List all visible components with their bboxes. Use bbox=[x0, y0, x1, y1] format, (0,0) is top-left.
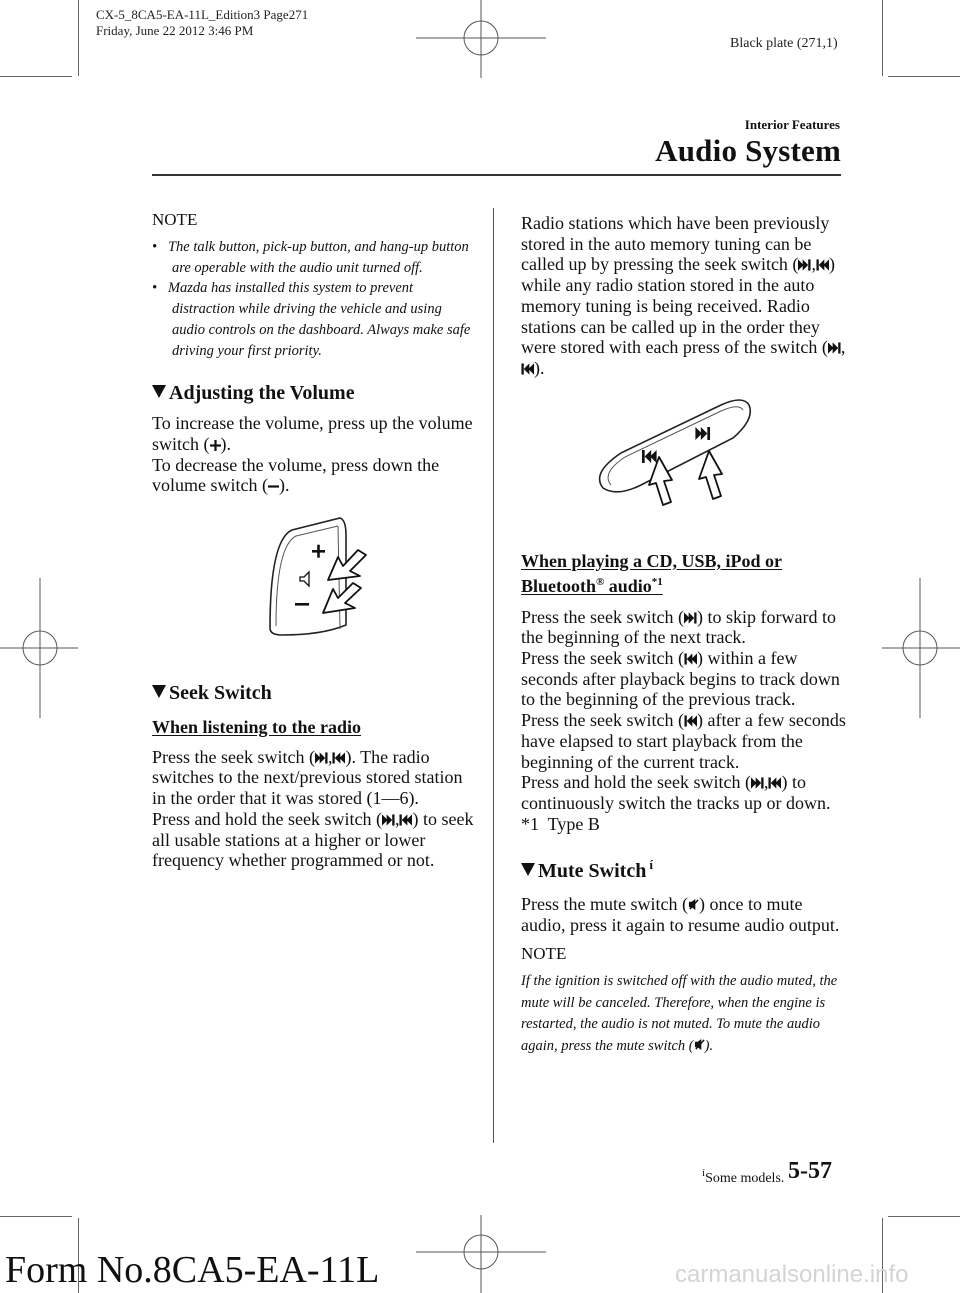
some-models-star-icon: í bbox=[649, 857, 653, 873]
print-meta-line2: Friday, June 22 2012 3:46 PM bbox=[96, 23, 254, 38]
minus-icon bbox=[268, 481, 279, 492]
registration-mark-bottom bbox=[416, 1213, 546, 1293]
right-column bbox=[521, 213, 846, 1057]
seek-heading bbox=[152, 683, 477, 704]
volume-increase-text bbox=[152, 413, 477, 454]
seek-prev-icon bbox=[684, 715, 697, 727]
note-item-text: The talk button, pick-up button, and hang-up button are operable with the audio unit turned off. bbox=[167, 238, 469, 276]
seek-prev-icon bbox=[521, 363, 534, 375]
seek-heading-text: Seek Switch bbox=[169, 682, 272, 704]
text-run: ) once to mute audio, press it again to resume audio output. bbox=[521, 894, 840, 935]
note-item: • Mazda has installed this system to prevent distraction while driving the vehicle and using audio controls on the dashboard. Always make safe driving your first priority. bbox=[152, 280, 471, 359]
text-run: If the ignition is switched off with the audio muted, the mute will be canceled. Therefore, when the engine is restarted, the audio is not muted. To mute the audio again, press the mute switch ( bbox=[521, 973, 838, 1054]
column-divider bbox=[493, 208, 494, 1143]
page-title: Audio System bbox=[655, 133, 841, 168]
seek-next-icon bbox=[828, 342, 841, 354]
volume-heading-text: Adjusting the Volume bbox=[169, 382, 355, 405]
print-meta bbox=[96, 7, 308, 39]
triangle-marker-icon bbox=[521, 863, 535, 876]
text-run: To decrease the volume, press down the volume switch ( bbox=[152, 454, 440, 496]
cd-subheading bbox=[521, 551, 846, 597]
seek-prev-icon bbox=[816, 259, 829, 271]
volume-heading bbox=[152, 383, 477, 404]
volume-switch-illustration bbox=[152, 510, 477, 650]
text-run: ). bbox=[278, 475, 290, 496]
registration-mark-left bbox=[0, 578, 80, 718]
cd-track-down-text bbox=[521, 648, 846, 710]
registered-mark: ® bbox=[596, 575, 605, 588]
watermark: carmanualsonline.info bbox=[675, 1261, 909, 1288]
some-models-text: Some models. bbox=[705, 1171, 785, 1186]
registration-mark-top bbox=[416, 0, 546, 80]
registration-mark-right bbox=[880, 578, 960, 718]
text-run: , bbox=[394, 808, 400, 829]
mute-note-label: NOTE bbox=[521, 944, 567, 964]
mute-text bbox=[521, 894, 846, 935]
some-models-star-icon: í bbox=[702, 1167, 706, 1179]
text-run: Press and hold the seek switch ( bbox=[521, 772, 751, 793]
plate-label: Black plate (271,1) bbox=[730, 36, 838, 51]
text-run: Press the seek switch ( bbox=[152, 746, 315, 767]
seek-prev-icon bbox=[332, 752, 345, 764]
header-rule bbox=[152, 174, 841, 176]
note-label: NOTE bbox=[152, 210, 198, 229]
seek-prev-icon bbox=[768, 777, 781, 789]
seek-radio-subheading: When listening to the radio bbox=[152, 716, 362, 737]
text-run: Radio stations which have been previously stored in the auto memory tuning can be called up by pressing the seek switch ( bbox=[521, 213, 830, 275]
text-run: Press and hold the seek switch ( bbox=[152, 808, 382, 829]
page-number: 5-57 bbox=[788, 1158, 832, 1184]
seek-radio-text bbox=[152, 747, 477, 809]
section-label: Interior Features bbox=[744, 117, 840, 132]
radio-memory-text: Radio stations which have been previously stored in the auto memory tuning can be called up by pressing the seek switch ( , ) while any radio station stored in the auto memory tuning is being received. Radio stations can be called up in the order they were stored with each press of the switch ( ,). bbox=[521, 213, 846, 378]
text-run: ) to seek all usable stations at a higher or lower frequency whether programmed or not. bbox=[152, 808, 474, 871]
form-number: Form No.8CA5-EA-11L bbox=[5, 1249, 380, 1291]
seek-next-icon bbox=[315, 752, 328, 764]
note-item-text: Mazda has installed this system to prevent distraction while driving the vehicle and using audio controls on the dashboard. Always make safe driving your first priority. bbox=[167, 280, 471, 359]
mute-heading-text: Mute Switch bbox=[538, 860, 647, 883]
triangle-marker-icon bbox=[152, 685, 166, 698]
text-run: Press the seek switch ( bbox=[521, 648, 684, 669]
seek-next-icon bbox=[684, 612, 697, 624]
cd-skip-forward-text bbox=[521, 607, 846, 648]
footnote: *1 Type B bbox=[521, 813, 600, 834]
text-run: ) within a few seconds after playback begins to track down to the beginning of the previous track. bbox=[521, 648, 840, 710]
text-run: audio bbox=[604, 575, 652, 596]
triangle-marker-icon bbox=[152, 385, 166, 398]
text-run: ). bbox=[704, 1037, 714, 1054]
cd-hold-text: Press and hold the seek switch ( , ) to continuously switch the tracks up or down. bbox=[521, 772, 831, 813]
text-run: ) after a few seconds have elapsed to start playback from the beginning of the current track. bbox=[521, 710, 846, 772]
seek-next-icon bbox=[751, 777, 764, 789]
volume-decrease-text bbox=[152, 455, 477, 496]
text-run: ). bbox=[534, 357, 545, 378]
left-column bbox=[152, 210, 477, 871]
some-models-note bbox=[702, 1167, 784, 1187]
mute-note-text bbox=[521, 971, 846, 1057]
seek-switch-illustration bbox=[521, 393, 846, 525]
plus-icon bbox=[210, 440, 221, 451]
seek-next-icon bbox=[798, 259, 811, 271]
seek-radio-hold-text bbox=[152, 809, 477, 871]
mute-icon bbox=[694, 1038, 705, 1051]
text-run: ). The radio switches to the next/previous stored station in the order that it was stored (1―6). bbox=[152, 746, 463, 809]
text-run: ). bbox=[220, 433, 231, 454]
text-run: ) to continuously switch the tracks up or down. bbox=[521, 772, 831, 813]
text-run: ) while any radio station stored in the auto memory tuning is being received. Radio stations can be called up in the order they were stored with each press of the switch ( bbox=[521, 254, 835, 358]
text-run: Press the seek switch ( bbox=[521, 710, 684, 731]
text-run: To increase the volume, press up the volume switch ( bbox=[152, 413, 473, 454]
footnote-ref: *1 bbox=[651, 575, 663, 588]
mute-heading bbox=[521, 855, 846, 882]
text-run: Press the seek switch ( bbox=[521, 606, 684, 627]
mute-icon bbox=[688, 898, 699, 911]
cd-restart-text bbox=[521, 710, 846, 772]
text-run: Press the mute switch ( bbox=[521, 894, 688, 915]
text-run: When playing a CD, USB, iPod or Bluetooth bbox=[521, 550, 783, 596]
text-run: , bbox=[327, 746, 333, 767]
seek-prev-icon bbox=[399, 814, 412, 826]
note-item: • The talk button, pick-up button, and hang-up button are operable with the audio unit turned off. bbox=[152, 238, 469, 276]
seek-next-icon bbox=[382, 814, 395, 826]
text-run: ) to skip forward to the beginning of the next track. bbox=[521, 606, 836, 648]
seek-prev-icon bbox=[684, 653, 697, 665]
print-meta-line1: CX-5_8CA5-EA-11L_Edition3 Page271 bbox=[96, 7, 309, 22]
